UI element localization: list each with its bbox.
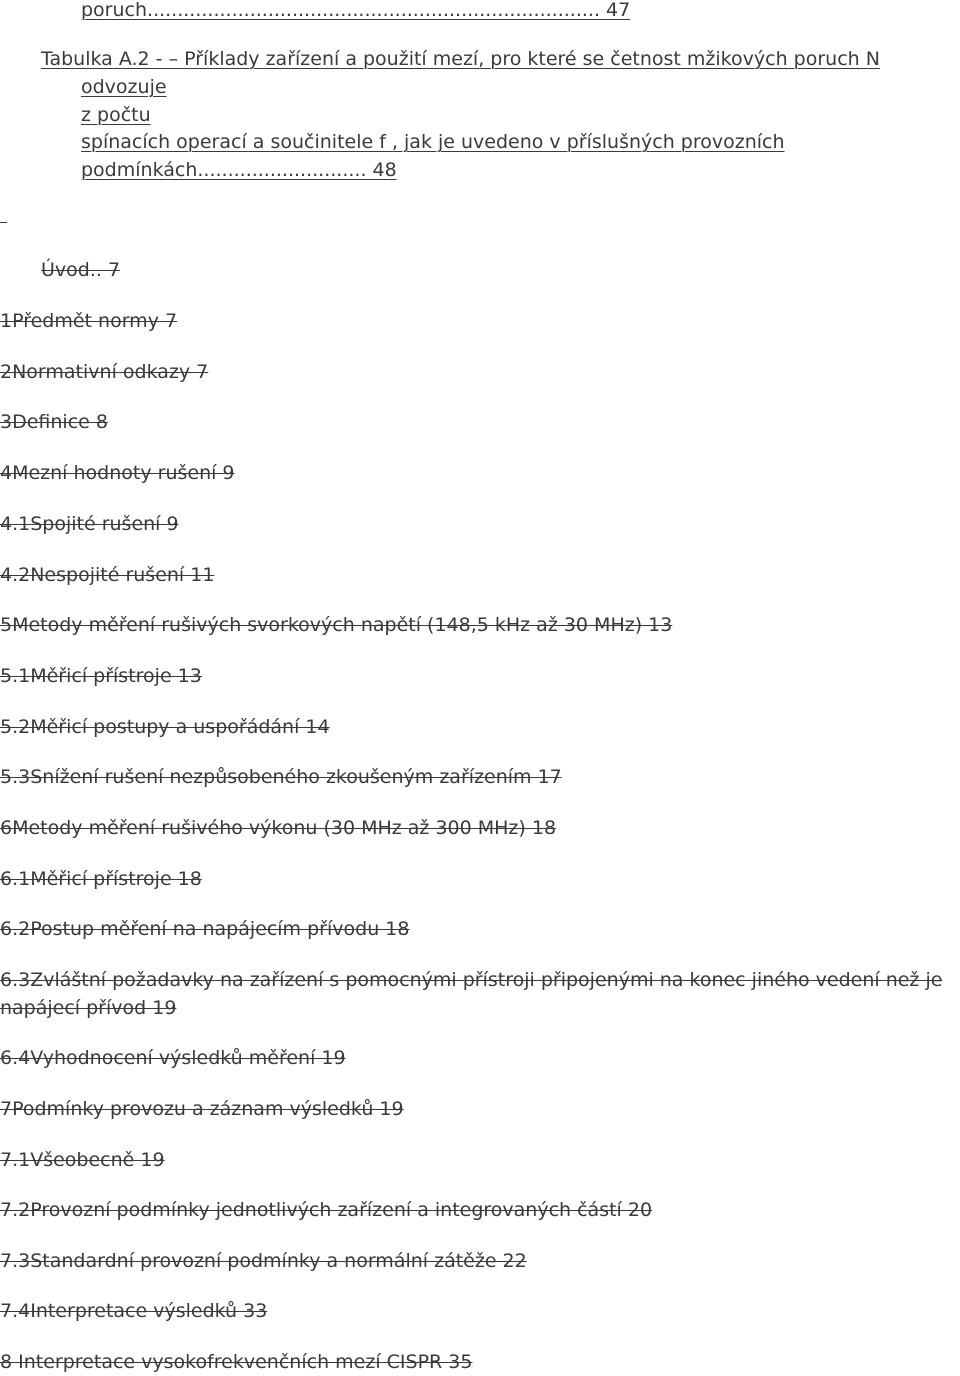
toc-entry-tabulka-a2-cont-1[interactable]: odvozuje — [81, 76, 167, 98]
toc-entry-deleted[interactable]: 4Mezní hodnoty rušení 9 — [0, 462, 235, 484]
deleted-paragraph-mark — [0, 216, 7, 223]
toc-entry-deleted[interactable]: 5.1Měřicí přístroje 13 — [0, 665, 202, 687]
toc-entry-tabulka-a2-cont-3[interactable]: spínacích operací a součinitele f , jak je uvedeno v příslušných provozních — [81, 131, 785, 153]
toc-entry-deleted[interactable]: 1Předmět normy 7 — [0, 310, 178, 332]
toc-entry-deleted[interactable]: 6.4Vyhodnocení výsledků měření 19 — [0, 1047, 346, 1069]
toc-entry-deleted[interactable]: 7.2Provozní podmínky jednotlivých zařízení a integrovaných částí 20 — [0, 1199, 653, 1221]
toc-entry-tabulka-a2[interactable]: Tabulka A.2 - – Příklady zařízení a použití mezí, pro které se četnost mžikových poruch N — [41, 48, 880, 70]
toc-entry-deleted[interactable]: 6Metody měření rušivého výkonu (30 MHz až 300 MHz) 18 — [0, 817, 557, 839]
toc-entry-deleted[interactable]: 7.4Interpretace výsledků 33 — [0, 1300, 268, 1322]
toc-entry-deleted[interactable]: 8 Interpretace vysokofrekvenčních mezí CISPR 35 — [0, 1351, 473, 1373]
toc-entry-deleted[interactable]: 4.1Spojité rušení 9 — [0, 513, 179, 535]
toc-entry-deleted[interactable]: 6.2Postup měření na napájecím přívodu 18 — [0, 918, 410, 940]
toc-entry-deleted[interactable]: 7Podmínky provozu a záznam výsledků 19 — [0, 1098, 404, 1120]
toc-entry-deleted[interactable]: 5Metody měření rušivých svorkových napětí (148,5 kHz až 30 MHz) 13 — [0, 614, 673, 636]
toc-entry-deleted[interactable]: 6.3Zvláštní požadavky na zařízení s pomocnými přístroji připojenými na konec jiného vedení než je — [0, 969, 943, 991]
toc-entry-deleted[interactable]: 6.1Měřicí přístroje 18 — [0, 868, 202, 890]
toc-entry-deleted[interactable]: 7.3Standardní provozní podmínky a normální zátěže 22 — [0, 1250, 527, 1272]
toc-entry-poruch[interactable]: poruch........................................................................... 47 — [81, 0, 631, 21]
toc-entry-deleted[interactable]: Úvod.. 7 — [41, 259, 121, 281]
toc-entry-deleted[interactable]: 7.1Všeobecně 19 — [0, 1149, 165, 1171]
toc-entry-deleted[interactable]: 5.3Snížení rušení nezpůsobeného zkoušeným zařízením 17 — [0, 766, 562, 788]
toc-entry-deleted[interactable]: 5.2Měřicí postupy a uspořádání 14 — [0, 716, 330, 738]
toc-entry-tabulka-a2-cont-4[interactable]: podmínkách............................ 48 — [81, 159, 397, 181]
toc-entry-tabulka-a2-cont-2[interactable]: z počtu — [81, 104, 151, 126]
toc-entry-deleted[interactable]: 4.2Nespojité rušení 11 — [0, 564, 215, 586]
toc-entry-deleted[interactable]: 2Normativní odkazy 7 — [0, 361, 209, 383]
toc-entry-deleted-cont[interactable]: napájecí přívod 19 — [0, 997, 177, 1019]
toc-entry-deleted[interactable]: 3Definice 8 — [0, 411, 108, 433]
